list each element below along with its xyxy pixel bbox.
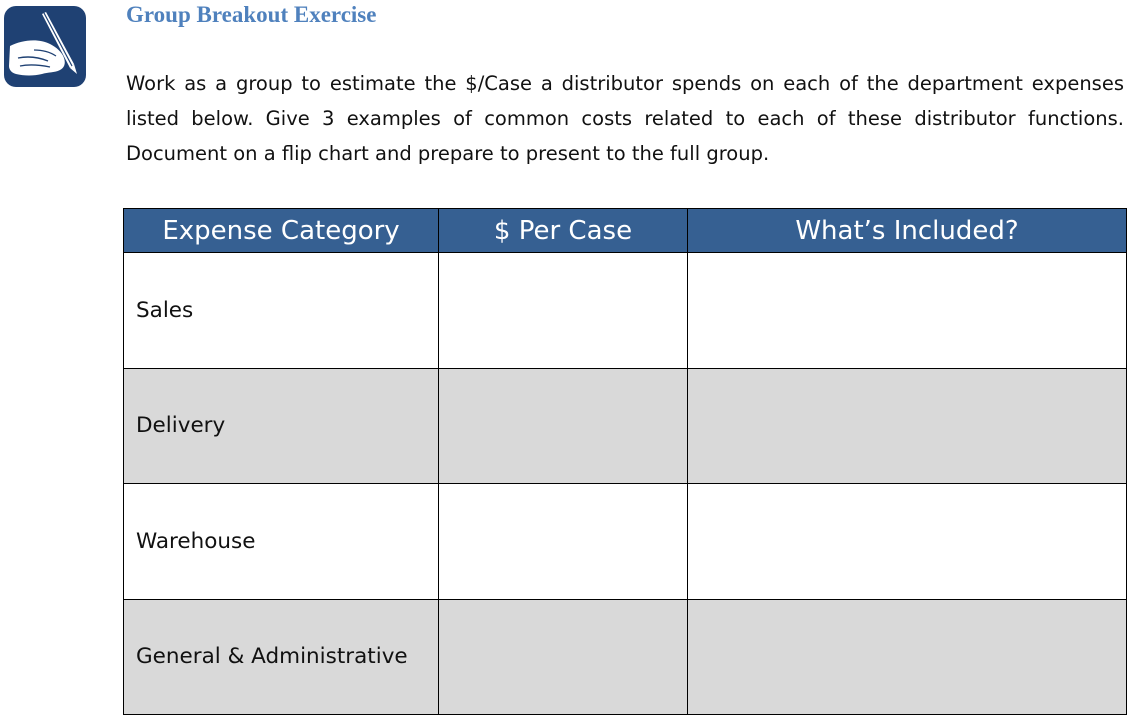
- writing-hand-icon: [4, 6, 86, 87]
- header-expense-category: Expense Category: [124, 209, 439, 253]
- per-case-cell[interactable]: [439, 368, 688, 484]
- expense-table: [123, 208, 1127, 715]
- included-cell[interactable]: [688, 368, 1127, 484]
- header-whats-included: What’s Included?: [688, 209, 1127, 253]
- page-title: Group Breakout Exercise: [126, 2, 377, 27]
- header-per-case: $ Per Case: [439, 209, 688, 253]
- table-header-row: [124, 209, 1127, 253]
- per-case-cell[interactable]: [439, 599, 688, 715]
- category-cell: Sales: [124, 253, 439, 369]
- category-cell: Delivery: [124, 368, 439, 484]
- table-row: [124, 484, 1127, 600]
- table-row: [124, 599, 1127, 715]
- table-row: [124, 368, 1127, 484]
- instructions-paragraph: Work as a group to estimate the $/Case a distributor spends on each of the department expenses listed below. Give 3 examples of common costs related to each of these distributor functions. Document on a flip chart and prepare to present to the full group.: [126, 72, 1124, 165]
- included-cell[interactable]: [688, 599, 1127, 715]
- included-cell[interactable]: [688, 253, 1127, 369]
- included-cell[interactable]: [688, 484, 1127, 600]
- category-cell: Warehouse: [124, 484, 439, 600]
- category-cell: General & Administrative: [124, 599, 439, 715]
- per-case-cell[interactable]: [439, 253, 688, 369]
- table-row: [124, 253, 1127, 369]
- per-case-cell[interactable]: [439, 484, 688, 600]
